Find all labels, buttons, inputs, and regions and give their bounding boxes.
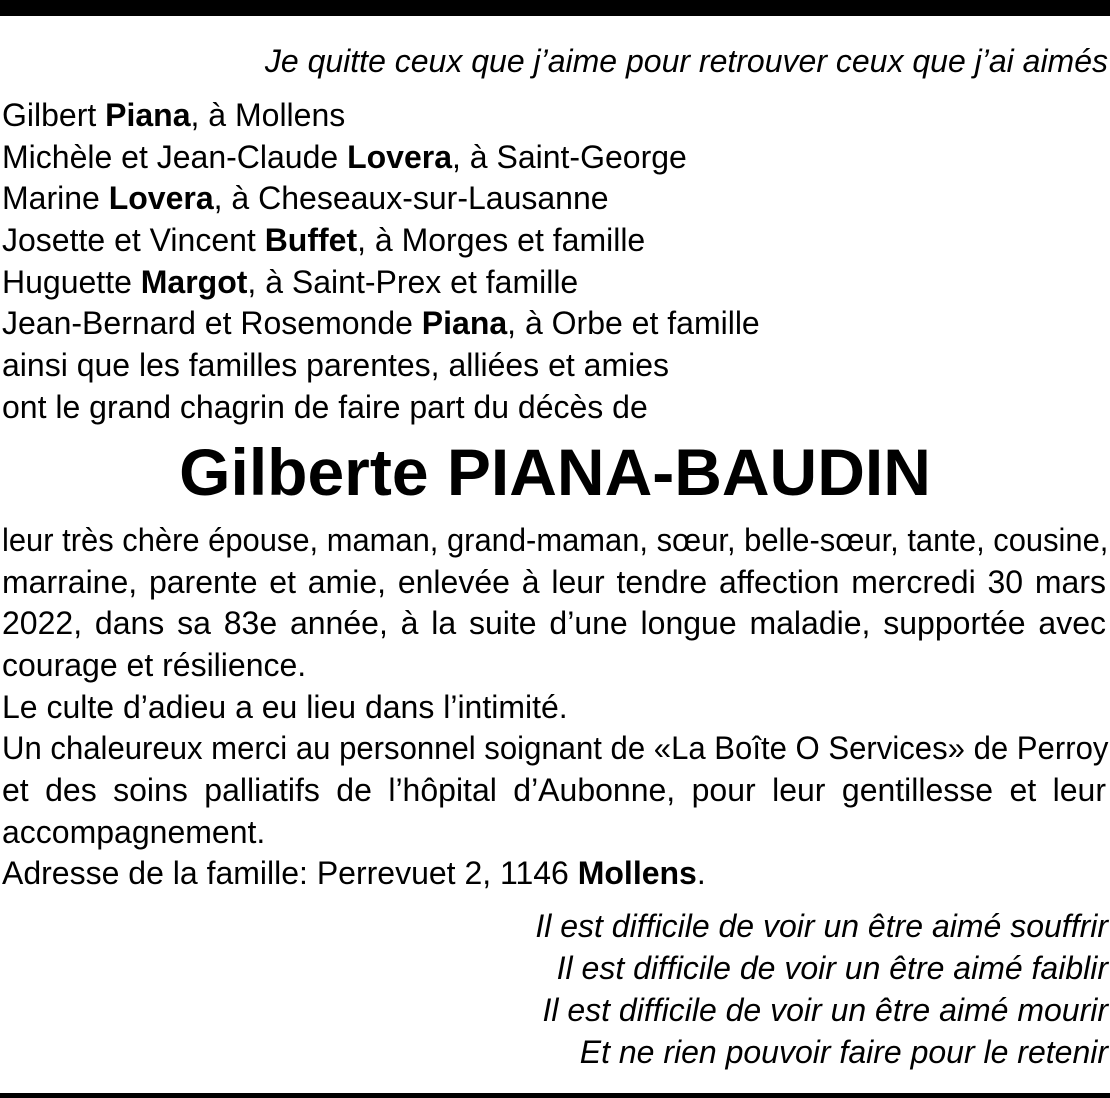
address-line: Adresse de la famille: Perrevuet 2, 1146 Mollens. (2, 855, 706, 891)
poem-line: Il est difficile de voir un être aimé souffrir (535, 908, 1108, 944)
family-line: Michèle et Jean-Claude Lovera, à Saint-George (2, 139, 687, 175)
poem-line: Il est difficile de voir un être aimé mourir (542, 992, 1108, 1028)
body-line: Le culte d’adieu a eu lieu dans l’intimité. (2, 689, 568, 725)
body-line: accompagnement. (2, 814, 266, 850)
body-line: courage et résilience. (2, 647, 307, 683)
poem-line: Et ne rien pouvoir faire pour le retenir (579, 1034, 1108, 1070)
relatives-line: ainsi que les familles parentes, alliées et amies (2, 347, 669, 383)
body-line: marraine, parente et amie, enlevée à leur tendre affection mercredi 30 mars (2, 564, 1106, 600)
bottom-rule (0, 1093, 1110, 1098)
body-line: et des soins palliatifs de l’hôpital d’Aubonne, pour leur gentillesse et leur (2, 772, 1106, 808)
top-rule (0, 0, 1110, 16)
family-line: Huguette Margot, à Saint-Prex et famille (2, 264, 579, 300)
deceased-name: Gilberte PIANA-BAUDIN (179, 435, 931, 509)
family-line: Gilbert Piana, à Mollens (2, 97, 346, 133)
body-line: leur très chère épouse, maman, grand-maman, sœur, belle-sœur, tante, cousine, (2, 522, 1109, 558)
epigraph: Je quitte ceux que j’aime pour retrouver ceux que j’ai aimés (264, 43, 1108, 79)
family-line: Marine Lovera, à Cheseaux-sur-Lausanne (2, 180, 609, 216)
family-line: Jean-Bernard et Rosemonde Piana, à Orbe et famille (2, 305, 760, 341)
announcement-line: ont le grand chagrin de faire part du décès de (2, 389, 648, 425)
body-line: Un chaleureux merci au personnel soignant de «La Boîte O Services» de Perroy (2, 730, 1109, 766)
family-line: Josette et Vincent Buffet, à Morges et famille (2, 222, 646, 258)
poem-line: Il est difficile de voir un être aimé faiblir (556, 950, 1108, 986)
body-line: 2022, dans sa 83e année, à la suite d’une longue maladie, supportée avec (2, 605, 1106, 641)
